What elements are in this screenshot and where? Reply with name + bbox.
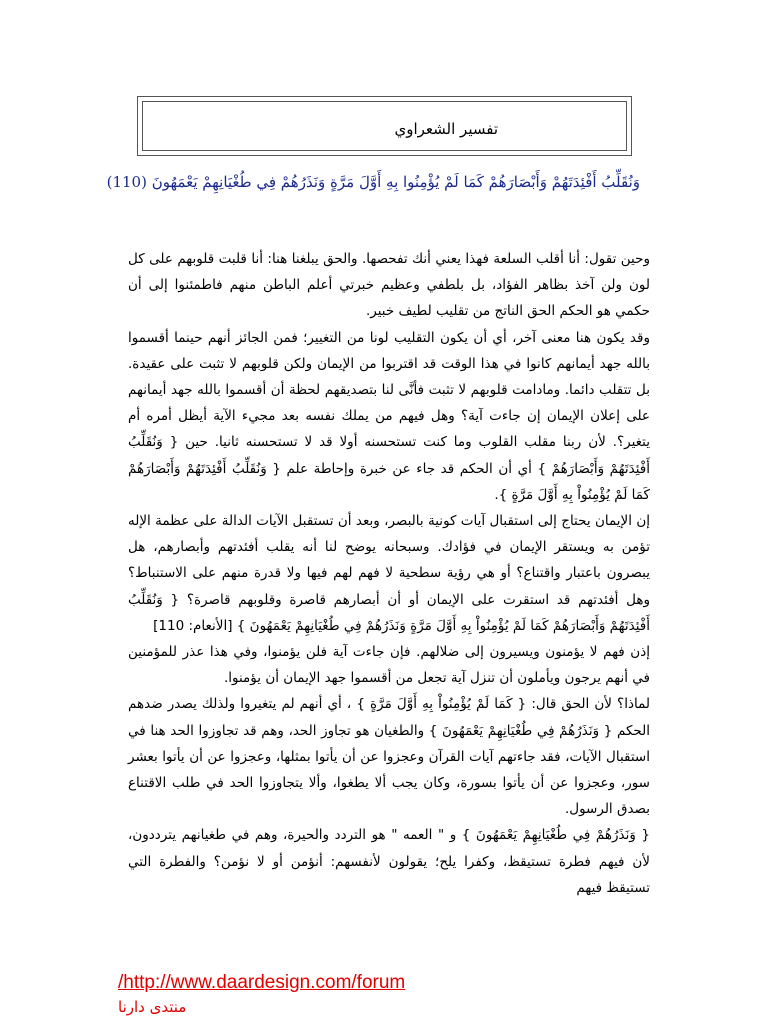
page-title: تفسير الشعراوي — [394, 120, 498, 138]
body-text — [128, 246, 650, 901]
forum-link[interactable]: /http://www.daardesign.com/forum — [118, 972, 406, 993]
paragraph-1: وحين تقول: أنا أقلب السلعة فهذا يعني أنك تفحصها. والحق يبلغنا هنا: أنا قلبت قلوبهم على كل لون ولن آخذ بظاهر الفؤاد، بل بلطفي وعظيم خبرتي أعلم الباطن منهم فاطمئنوا إلى أن حكمي هو الحكم الحق الناتج من تقليب لطيف خبير. — [128, 251, 650, 320]
title-box — [137, 96, 632, 156]
paragraph-2: وقد يكون هنا معنى آخر، أي أن يكون التقليب لونا من التغيير؛ فمن الجائز أنهم حينما أقسموا بالله جهد أيمانهم كانوا في هذا الوقت قد اقتربوا من الإيمان ولكن قلوبهم لا تثبت على عقيدة. بل تتقلب دائما. ومادامت قلوبهم لا تثبت فأنَّى لنا بتصديقهم لحظة أن أقسموا بالله جهد أيمانهم على إعلان الإيمان إن جاءت آية؟ وهل فيهم من يملك نفسه بعد مجيء الآية أيظل أمره أم يتغير؟. لأن ربنا مقلب القلوب وما كنت تستحسنه أولا قد لا تستحسنه ثانيا. حين { وَنُقَلِّبُ أَفْئِدَتَهُمْ وَأَبْصَارَهُمْ } أي أن الحكم قد جاء عن خبرة وإحاطة علم { وَنُقَلِّبُ أَفْئِدَتَهُمْ وَأَبْصَارَهُمْ كَمَا لَمْ يُؤْمِنُواْ بِهِ أَوَّلَ مَرَّةٍ }. — [128, 329, 650, 503]
paragraph-5: لماذا؟ لأن الحق قال: { كَمَا لَمْ يُؤْمِنُواْ بِهِ أَوَّلَ مَرَّةٍ } ، أي أنهم لم يتغيروا ولذلك يصدر ضدهم الحكم { وَنَذَرُهُمْ فِي طُغْيَانِهِمْ يَعْمَهُونَ } والطغيان هو تجاوز الحد، وهم قد تجاوزوا الحد هنا في استقبال الآيات، فقد جاءتهم آيات القرآن وعجزوا عن أن يأتوا بمثلها، وعجزوا عن أن يأتوا بعشر سور، وعجزوا عن أن يأتوا بسورة، وكان يجب ألا يطغوا، وألا يتجاوزوا الحد في طلب الاقتناع بصدق الرسول. — [128, 696, 650, 818]
paragraph-3: إن الإيمان يحتاج إلى استقبال آيات كونية بالبصر، وبعد أن تستقبل الآيات الدالة على عظمة الإله تؤمن به ويستقر الإيمان في فؤادك. وسبحانه يوضح لنا أنه يقلب أفئدتهم وأبصارهم، هل يبصرون باعتبار واقتناع؟ أو هي رؤية سطحية لا فهم لهم فيها ولا قدرة منهم على الاستنباط؟ وهل أفئدتهم قد استقرت على الإيمان أو أن أبصارهم قاصرة وقلوبهم قاصرة؟ { وَنُقَلِّبُ أَفْئِدَتَهُمْ وَأَبْصَارَهُمْ كَمَا لَمْ يُؤْمِنُواْ بِهِ أَوَّلَ مَرَّةٍ وَنَذَرُهُمْ فِي طُغْيَانِهِمْ يَعْمَهُونَ } [الأنعام: 110] — [128, 513, 650, 634]
paragraph-6: { وَنَذَرُهُمْ فِي طُغْيَانِهِمْ يَعْمَهُونَ } و " العمه " هو التردد والحيرة، وهم في طغيانهم يترددون، لأن فيهم فطرة تستيقظ، وكفرا يلح؛ يقولون لأنفسهم: أنؤمن أو لا نؤمن؟ والفطرة التي تستيقظ فيهم — [128, 827, 650, 896]
paragraph-4: إذن فهم لا يؤمنون ويسيرون إلى ضلالهم. فإن جاءت آية فلن يؤمنوا، وفي هذا عذر للمؤمنين في أنهم يرجون ويأملون أن تنزل آية تجعل من أقسموا جهد الإيمان أن يؤمنوا. — [128, 644, 650, 687]
forum-name: منتدى دارنا — [118, 998, 187, 1016]
verse-heading: وَنُقَلِّبُ أَفْئِدَتَهُمْ وَأَبْصَارَهُمْ كَمَا لَمْ يُؤْمِنُوا بِهِ أَوَّلَ مَرَّةٍ وَنَذَرُهُمْ فِي طُغْيَانِهِمْ يَعْمَهُونَ (110) — [106, 173, 640, 191]
title-inner-frame — [142, 101, 627, 151]
